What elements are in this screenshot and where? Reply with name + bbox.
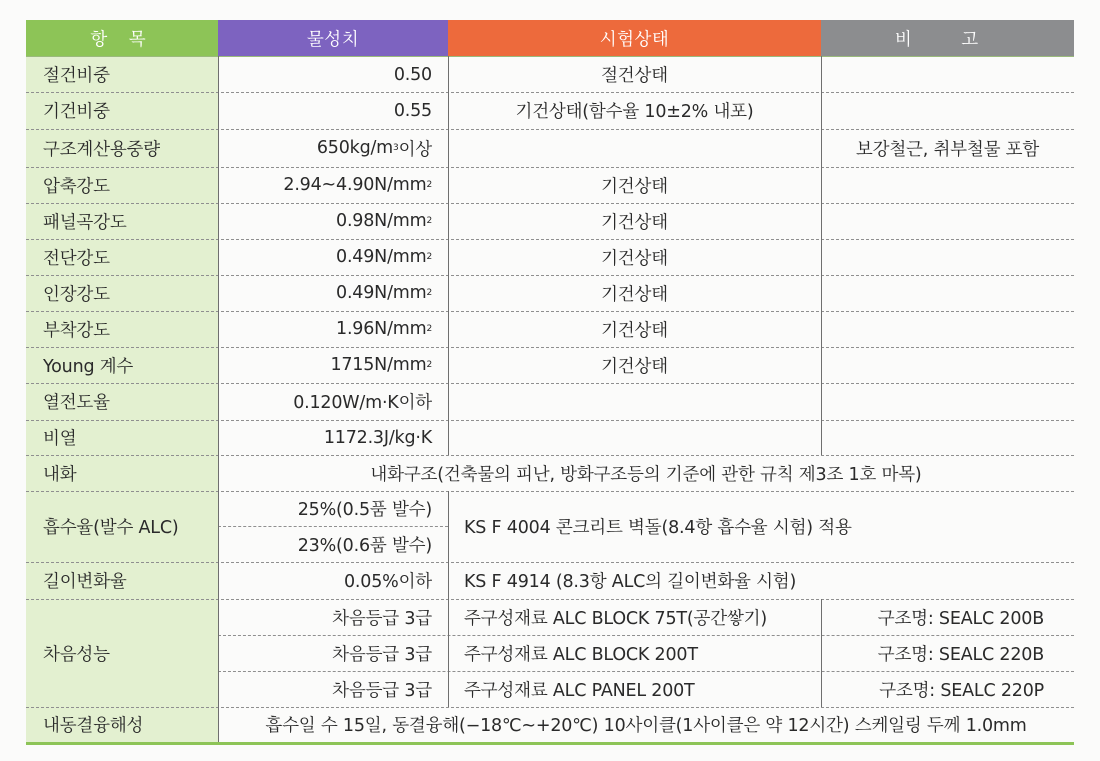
freeze-label: 내동결융해성: [26, 707, 218, 742]
absorption-condition: KS F 4004 콘크리트 벽돌(8.4항 흡수율 시험) 적용: [464, 518, 852, 538]
sound-structure: 구조명: SEALC 220B: [877, 644, 1044, 665]
value-text: 1.96N/mm: [336, 319, 427, 339]
column-divider: [821, 56, 822, 455]
row-note: [821, 311, 1074, 347]
table-bottom-border: [26, 742, 1074, 745]
sound-material: 주구성재료 ALC BLOCK 200T: [464, 644, 698, 665]
row-divider: [26, 239, 1074, 240]
column-divider: [821, 599, 822, 707]
row-label: 열전도율: [26, 383, 218, 420]
fire-label: 내화: [26, 455, 218, 491]
row-value: 0.49N/mm 2: [336, 247, 432, 267]
row-divider: [26, 383, 1074, 384]
row-note: [821, 420, 1074, 455]
row-note: [821, 167, 1074, 203]
row-divider: [218, 526, 448, 527]
header-note: 비 고: [821, 20, 1074, 56]
row-condition: 기건상태: [601, 212, 668, 233]
sound-grade: 차음등급 3급: [332, 680, 432, 701]
row-condition: 절건상태: [601, 66, 668, 86]
row-label: 전단강도: [26, 239, 218, 275]
row-condition: 기건상태: [601, 176, 668, 197]
row-label: 패널곡강도: [26, 203, 218, 239]
length-change-value: 0.05%이하: [343, 572, 432, 592]
row-note: [821, 203, 1074, 239]
column-divider: [448, 56, 449, 455]
sound-structure: 구조명: SEALC 220P: [879, 680, 1044, 701]
value-text: 1715N/mm: [330, 355, 427, 375]
row-condition: [448, 129, 821, 167]
row-divider: [26, 92, 1074, 93]
row-condition: [448, 420, 821, 455]
length-change-label: 길이변화율: [26, 562, 218, 599]
row-value: 0.49N/mm 2: [336, 283, 432, 303]
row-note: [821, 57, 1074, 92]
header-bottom-border: [26, 56, 1074, 57]
sound-grade: 차음등급 3급: [332, 644, 432, 665]
row-note: [821, 347, 1074, 383]
row-divider: [26, 599, 1074, 600]
row-divider: [26, 491, 1074, 492]
row-divider: [26, 707, 1074, 708]
row-note: 보강철근, 취부철물 포함: [855, 139, 1040, 160]
row-condition: [448, 383, 821, 420]
row-label: 기건비중: [26, 92, 218, 129]
row-divider: [26, 347, 1074, 348]
row-divider: [26, 420, 1074, 421]
row-label: 구조계산용중량: [26, 129, 218, 167]
sound-structure: 구조명: SEALC 200B: [877, 608, 1044, 629]
row-label: 절건비중: [26, 57, 218, 92]
row-label: 비열: [26, 420, 218, 455]
row-label: Young 계수: [26, 347, 218, 383]
row-divider: [26, 167, 1074, 168]
row-divider: [26, 455, 1074, 456]
row-divider: [26, 562, 1074, 563]
value-text: 0.98N/mm: [336, 211, 427, 231]
absorption-value: 25%(0.5품 발수): [297, 500, 432, 520]
row-note: [821, 275, 1074, 311]
header-item: 항 목: [26, 20, 218, 56]
header-condition: 시험상태: [448, 20, 821, 56]
row-value: 0.98N/mm 2: [336, 211, 432, 231]
sound-material: 주구성재료 ALC BLOCK 75T(공간쌓기): [464, 608, 767, 629]
sound-grade: 차음등급 3급: [332, 608, 432, 629]
row-divider: [26, 275, 1074, 276]
row-divider: [218, 671, 1074, 672]
value-text: 0.49N/mm: [336, 247, 427, 267]
column-divider: [218, 56, 219, 742]
row-condition: 기건상태: [601, 320, 668, 341]
row-divider: [26, 203, 1074, 204]
row-value: 0.50: [393, 64, 432, 85]
sound-material: 주구성재료 ALC PANEL 200T: [464, 680, 695, 701]
length-change-condition: KS F 4914 (8.3항 ALC의 길이변화율 시험): [464, 572, 797, 592]
absorption-value: 23%(0.6품 발수): [297, 535, 432, 556]
value-text: 2.94~4.90N/mm: [283, 175, 427, 195]
row-condition: 기건상태(함수율 10±2% 내포): [515, 102, 754, 122]
value-text: 0.49N/mm: [336, 283, 427, 303]
row-note: [821, 239, 1074, 275]
row-value: 2.94~4.90N/mm 2: [283, 175, 432, 195]
row-divider: [26, 311, 1074, 312]
sound-label: 차음성능: [26, 599, 218, 707]
row-condition: 기건상태: [601, 284, 668, 305]
value-text: 650kg/m: [316, 138, 394, 158]
row-value: 1172.3J/kg·K: [323, 427, 432, 448]
header-property: 물성치: [218, 20, 448, 56]
row-condition: 기건상태: [601, 356, 668, 377]
row-note: [821, 92, 1074, 129]
row-value: 650kg/m 3 이상: [218, 129, 448, 167]
row-label: 압축강도: [26, 167, 218, 203]
row-value: 0.55: [393, 100, 432, 121]
row-label: 인장강도: [26, 275, 218, 311]
row-label: 부착강도: [26, 311, 218, 347]
freeze-text: 흡수일 수 15일, 동결융해(−18℃~+20℃) 10사이클(1사이클은 약 12시간) 스케일링 두께 1.0mm: [265, 716, 1027, 736]
row-note: [821, 383, 1074, 420]
column-divider: [448, 491, 449, 707]
row-divider: [26, 129, 1074, 130]
fire-text: 내화구조(건축물의 피난, 방화구조등의 기준에 관한 규칙 제3조 1호 마목): [370, 464, 922, 485]
absorption-label: 흡수율(발수 ALC): [26, 491, 218, 562]
row-condition: 기건상태: [601, 248, 668, 269]
row-value: 0.120W/m·K이하: [293, 393, 432, 413]
row-value: 1715N/mm 2: [330, 355, 432, 375]
value-suffix: 이상: [398, 139, 432, 160]
row-value: 1.96N/mm 2: [336, 319, 432, 339]
row-divider: [218, 635, 1074, 636]
